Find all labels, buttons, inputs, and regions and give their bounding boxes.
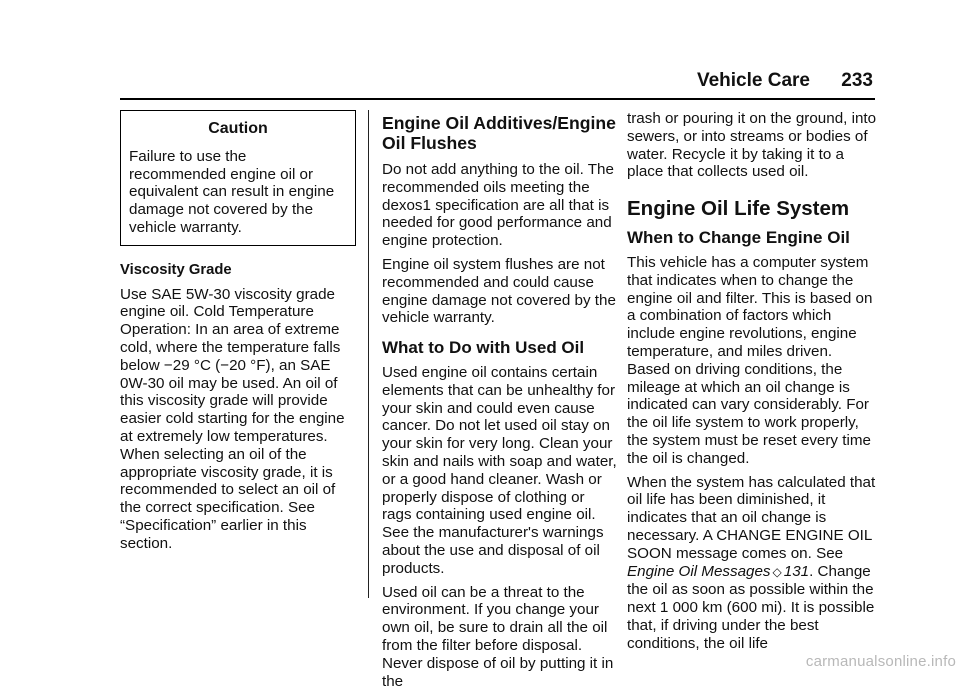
viscosity-paragraph: Use SAE 5W-30 viscosity grade engine oil. Cold Temperature Operation: In an area of extreme cold, where the temperature falls below −29 °C (−20 °F), an SAE 0W-30 oil may be used. An oil of this viscosity grade will provide easier cold starting for the engine at extremely low temperatures. When selecting an oil of the appropriate viscosity grade, it is recommended to select an oil of the correct specification. See “Specification” earlier in this section.: [120, 285, 345, 552]
caution-box: [120, 110, 356, 246]
used-oil-paragraph-1: Used engine oil contains certain elements that can be unhealthy for your skin and could even cause cancer. Do not let used oil stay on your skin for very long. Clean your skin and nails with soap and water, or a good hand cleaner. Wash or properly dispose of clothing or rags containing used engine oil. See the manufacturer's warnings about the use and disposal of oil products.: [382, 363, 617, 577]
caution-text: Failure to use the recommended engine oil or equivalent can result in engine damage not covered by the vehicle warranty.: [129, 147, 335, 236]
used-oil-paragraph-2: Used oil can be a threat to the environment. If you change your own oil, be sure to drain all the oil from the filter before disposal. Never dispose of oil by putting it in the: [382, 583, 614, 690]
when-paragraph-2: [627, 474, 877, 653]
when-paragraph-2-rest: . Change the oil as soon as possible within the next 1 000 km (600 mi). It is possible that, if driving under the best conditions, the oil life: [627, 562, 875, 652]
page-reference-icon: ◇: [772, 564, 782, 579]
additives-paragraph-1: Do not add anything to the oil. The recommended oils meeting the dexos1 specification are all that is needed for good performance and engine protection.: [382, 161, 614, 250]
additives-heading: Engine Oil Additives/Engine Oil Flushes: [382, 113, 616, 153]
viscosity-heading: Viscosity Grade: [120, 261, 232, 278]
reference-page-number[interactable]: 131: [783, 562, 810, 580]
column-divider: [368, 110, 369, 598]
column-right: [627, 110, 877, 659]
engine-oil-messages-link[interactable]: Engine Oil Messages: [627, 562, 771, 580]
used-oil-continued: trash or pouring it on the ground, into sewers, or into streams or bodies of water. Recycle it by taking it to a place that collects used oil.: [627, 110, 877, 181]
oil-life-system-heading: Engine Oil Life System: [627, 197, 850, 221]
when-paragraph-1: This vehicle has a computer system that indicates when to change the engine oil and filter. This is based on a combination of factors which include engine revolutions, engine temperature, and miles driven. Based on driving conditions, the mileage at which an oil change is indicated can vary considerably. For the oil life system to work properly, the system must be reset every time the oil is changed.: [627, 253, 873, 467]
watermark: carmanualsonline.info: [805, 653, 956, 670]
caution-title: Caution: [208, 120, 268, 137]
when-paragraph-2-text: When the system has calculated that oil life has been diminished, it indicates that an oil change is necessary. A CHANGE ENGINE OIL SOON message comes on. See: [627, 473, 876, 562]
additives-paragraph-2: Engine oil system flushes are not recommended and could cause engine damage not covered by the vehicle warranty.: [382, 255, 616, 327]
column-left: [120, 110, 356, 559]
page-header: [120, 56, 875, 100]
page-number: 233: [841, 70, 873, 91]
section-title: Vehicle Care: [696, 70, 810, 91]
column-middle: [382, 110, 618, 696]
used-oil-heading: What to Do with Used Oil: [382, 338, 585, 358]
when-to-change-heading: When to Change Engine Oil: [627, 228, 850, 248]
